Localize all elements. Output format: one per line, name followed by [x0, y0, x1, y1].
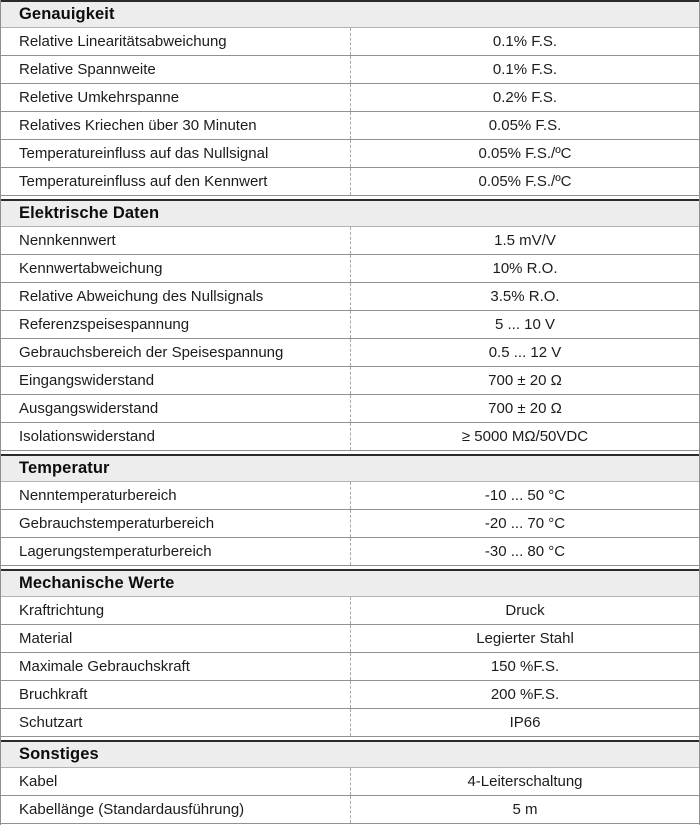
row-label: Referenzspeisespannung — [19, 316, 190, 333]
table-row — [1, 168, 699, 196]
table-row — [1, 597, 699, 625]
row-label: Bruchkraft — [19, 686, 88, 703]
table-row — [1, 311, 699, 339]
table-row — [1, 112, 699, 140]
section-rows — [1, 227, 699, 451]
row-value: 1.5 mV/V — [350, 227, 699, 254]
row-value: -10 ... 50 °C — [350, 482, 699, 509]
row-value: 0.05% F.S. — [350, 112, 699, 139]
spec-section — [1, 569, 699, 737]
table-row — [1, 56, 699, 84]
row-label: Material — [19, 630, 73, 647]
row-label: Relative Abweichung des Nullsignals — [19, 288, 264, 305]
row-label: Maximale Gebrauchskraft — [19, 658, 190, 675]
table-row — [1, 84, 699, 112]
section-title: Mechanische Werte — [19, 574, 175, 592]
spec-section — [1, 740, 699, 824]
spec-section — [1, 0, 699, 196]
table-row — [1, 768, 699, 796]
row-label: Reletive Umkehrspanne — [19, 89, 180, 106]
section-header — [1, 199, 699, 227]
table-row — [1, 140, 699, 168]
row-label: Relatives Kriechen über 30 Minuten — [19, 117, 257, 134]
table-row — [1, 367, 699, 395]
table-row — [1, 395, 699, 423]
table-row — [1, 653, 699, 681]
section-title: Elektrische Daten — [19, 204, 160, 222]
row-label: Kabel — [19, 773, 58, 790]
row-value: 700 ± 20 Ω — [350, 367, 699, 394]
table-row — [1, 28, 699, 56]
row-label: Ausgangswiderstand — [19, 400, 159, 417]
row-value: ≥ 5000 MΩ/50VDC — [350, 423, 699, 450]
row-label: Relative Spannweite — [19, 61, 156, 78]
table-row — [1, 796, 699, 824]
section-title: Genauigkeit — [19, 5, 115, 23]
spec-section — [1, 454, 699, 566]
row-label: Temperatureinfluss auf den Kennwert — [19, 173, 268, 190]
row-label: Eingangswiderstand — [19, 372, 155, 389]
section-title: Sonstiges — [19, 745, 99, 763]
row-value: Legierter Stahl — [350, 625, 699, 652]
section-header — [1, 569, 699, 597]
section-rows — [1, 28, 699, 196]
table-row — [1, 255, 699, 283]
table-row — [1, 283, 699, 311]
row-value: IP66 — [350, 709, 699, 736]
row-label: Kabellänge (Standardausführung) — [19, 801, 245, 818]
row-label: Lagerungstemperaturbereich — [19, 543, 212, 560]
table-row — [1, 482, 699, 510]
row-value: 0.5 ... 12 V — [350, 339, 699, 366]
table-row — [1, 339, 699, 367]
row-value: Druck — [350, 597, 699, 624]
row-value: 5 ... 10 V — [350, 311, 699, 338]
table-row — [1, 227, 699, 255]
row-value: -30 ... 80 °C — [350, 538, 699, 565]
table-row — [1, 510, 699, 538]
section-rows — [1, 597, 699, 737]
row-value: 700 ± 20 Ω — [350, 395, 699, 422]
row-label: Isolationswiderstand — [19, 428, 155, 445]
row-value: 5 m — [350, 796, 699, 823]
row-value: 0.2% F.S. — [350, 84, 699, 111]
row-value: 3.5% R.O. — [350, 283, 699, 310]
row-label: Kennwertabweichung — [19, 260, 163, 277]
section-title: Temperatur — [19, 459, 110, 477]
row-value: 0.05% F.S./ºC — [350, 140, 699, 167]
row-label: Relative Linearitätsabweichung — [19, 33, 227, 50]
table-row — [1, 681, 699, 709]
row-value: 4-Leiterschaltung — [350, 768, 699, 795]
table-row — [1, 709, 699, 737]
table-row — [1, 538, 699, 566]
row-label: Kraftrichtung — [19, 602, 105, 619]
section-rows — [1, 482, 699, 566]
row-value: 150 %F.S. — [350, 653, 699, 680]
row-value: 0.05% F.S./ºC — [350, 168, 699, 195]
row-value: 0.1% F.S. — [350, 56, 699, 83]
row-value: 10% R.O. — [350, 255, 699, 282]
table-row — [1, 423, 699, 451]
row-value: -20 ... 70 °C — [350, 510, 699, 537]
row-label: Nennkennwert — [19, 232, 116, 249]
row-label: Gebrauchsbereich der Speisespannung — [19, 344, 284, 361]
section-header — [1, 0, 699, 28]
row-label: Schutzart — [19, 714, 83, 731]
row-label: Temperatureinfluss auf das Nullsignal — [19, 145, 269, 162]
section-header — [1, 740, 699, 768]
row-label: Gebrauchstemperaturbereich — [19, 515, 215, 532]
spec-section — [1, 199, 699, 451]
row-value: 0.1% F.S. — [350, 28, 699, 55]
row-value: 200 %F.S. — [350, 681, 699, 708]
section-header — [1, 454, 699, 482]
table-row — [1, 625, 699, 653]
section-rows — [1, 768, 699, 824]
row-label: Nenntemperaturbereich — [19, 487, 177, 504]
